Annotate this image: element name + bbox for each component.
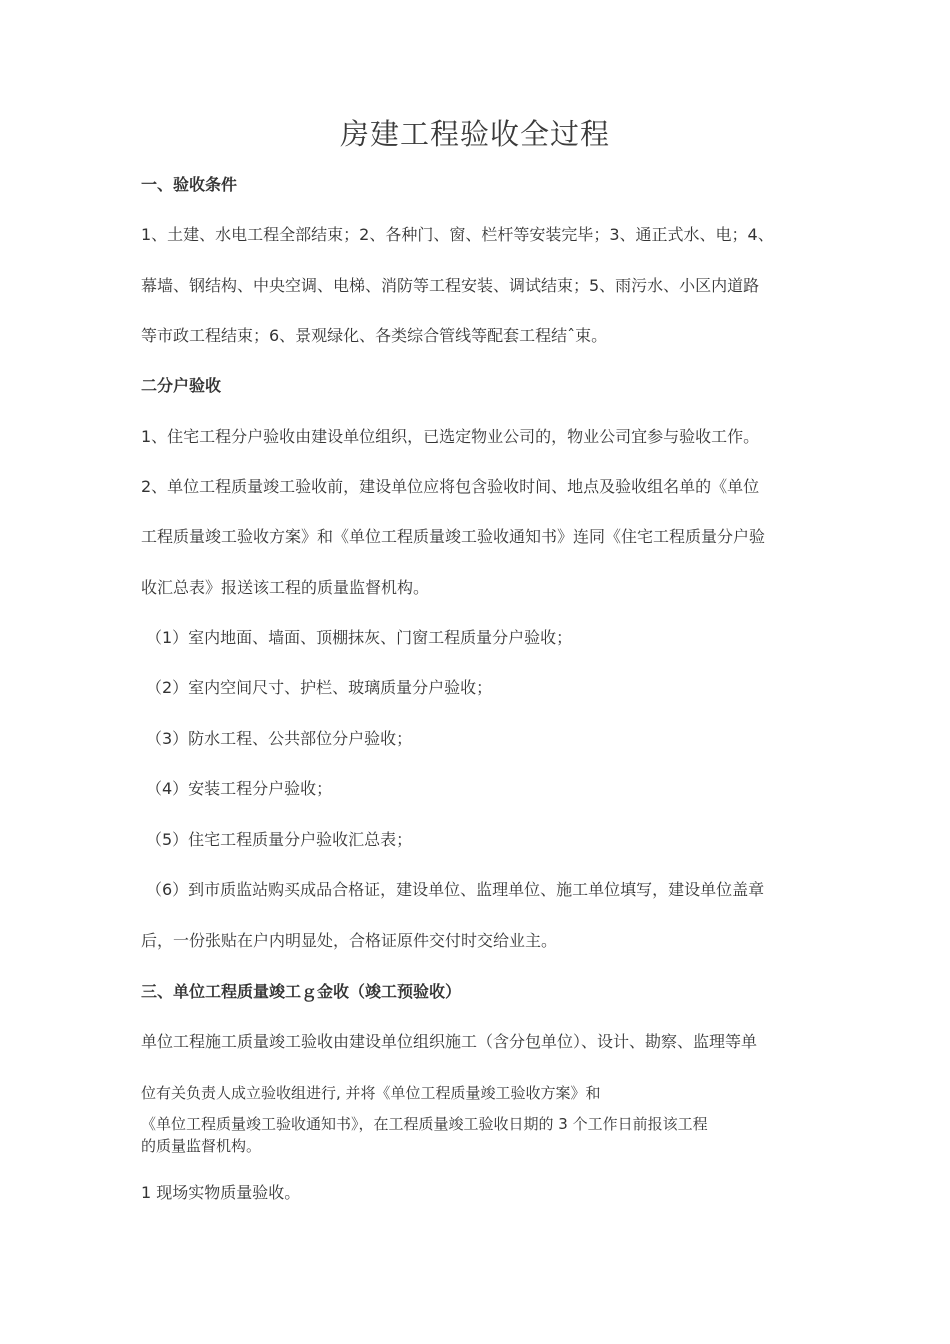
- paragraph-line: 工程质量竣工验收方案》和《单位工程质量竣工验收通知书》连同《住宅工程质量分户验: [141, 527, 766, 546]
- paragraph-line: 位有关负责人成立验收组进行, 并将《单位工程质量竣工验收方案》和: [141, 1084, 601, 1102]
- section-heading-acceptance-conditions: 一、验收条件: [141, 175, 238, 194]
- section-heading-household-acceptance: 二分户验收: [141, 376, 222, 395]
- paragraph-line: 《单位工程质量竣工验收通知书》，在工程质量竣工验收日期的 3 个工作日前报该工程: [141, 1115, 708, 1133]
- section-heading-completion-acceptance: 三、单位工程质量竣工ｇ金收（竣工预验收）: [141, 982, 462, 1001]
- list-item: （5）住宅工程质量分户验收汇总表；: [146, 830, 413, 849]
- paragraph-line: 后，一份张贴在户内明显处，合格证原件交付时交给业主。: [141, 931, 558, 950]
- list-item: （2）室内空间尺寸、护栏、玻璃质量分户验收；: [146, 678, 493, 697]
- paragraph-line: 单位工程施工质量竣工验收由建设单位组织施工（含分包单位）、设计、勘察、监理等单: [141, 1032, 758, 1051]
- paragraph-line: 收汇总表》报送该工程的质量监督机构。: [141, 578, 430, 597]
- paragraph-line: 2、单位工程质量竣工验收前，建设单位应将包含验收时间、地点及验收组名单的《单位: [141, 477, 760, 496]
- paragraph-line: 1、土建、水电工程全部结束；2、各种门、窗、栏杆等安装完毕；3、通正式水、电；4、: [141, 225, 774, 244]
- document-title: 房建工程验收全过程: [339, 117, 610, 151]
- list-item: （1）室内地面、墙面、顶棚抹灰、门窗工程质量分户验收；: [146, 628, 573, 647]
- list-item: （3）防水工程、公共部位分户验收；: [146, 729, 413, 748]
- paragraph-line: 等市政工程结束；6、景观绿化、各类综合管线等配套工程结ˆ束。: [141, 326, 608, 345]
- paragraph-line: 幕墙、钢结构、中央空调、电梯、消防等工程安装、调试结束；5、雨污水、小区内道路: [141, 276, 760, 295]
- subsection-heading: 1 现场实物质量验收。: [141, 1183, 301, 1202]
- list-item: （4）安装工程分户验收；: [146, 779, 333, 798]
- list-item: （6）到市质监站购买成品合格证，建设单位、监理单位、施工单位填写，建设单位盖章: [146, 880, 765, 899]
- paragraph-line: 的质量监督机构。: [141, 1137, 262, 1155]
- paragraph-line: 1、住宅工程分户验收由建设单位组织，已选定物业公司的，物业公司宜参与验收工作。: [141, 427, 760, 446]
